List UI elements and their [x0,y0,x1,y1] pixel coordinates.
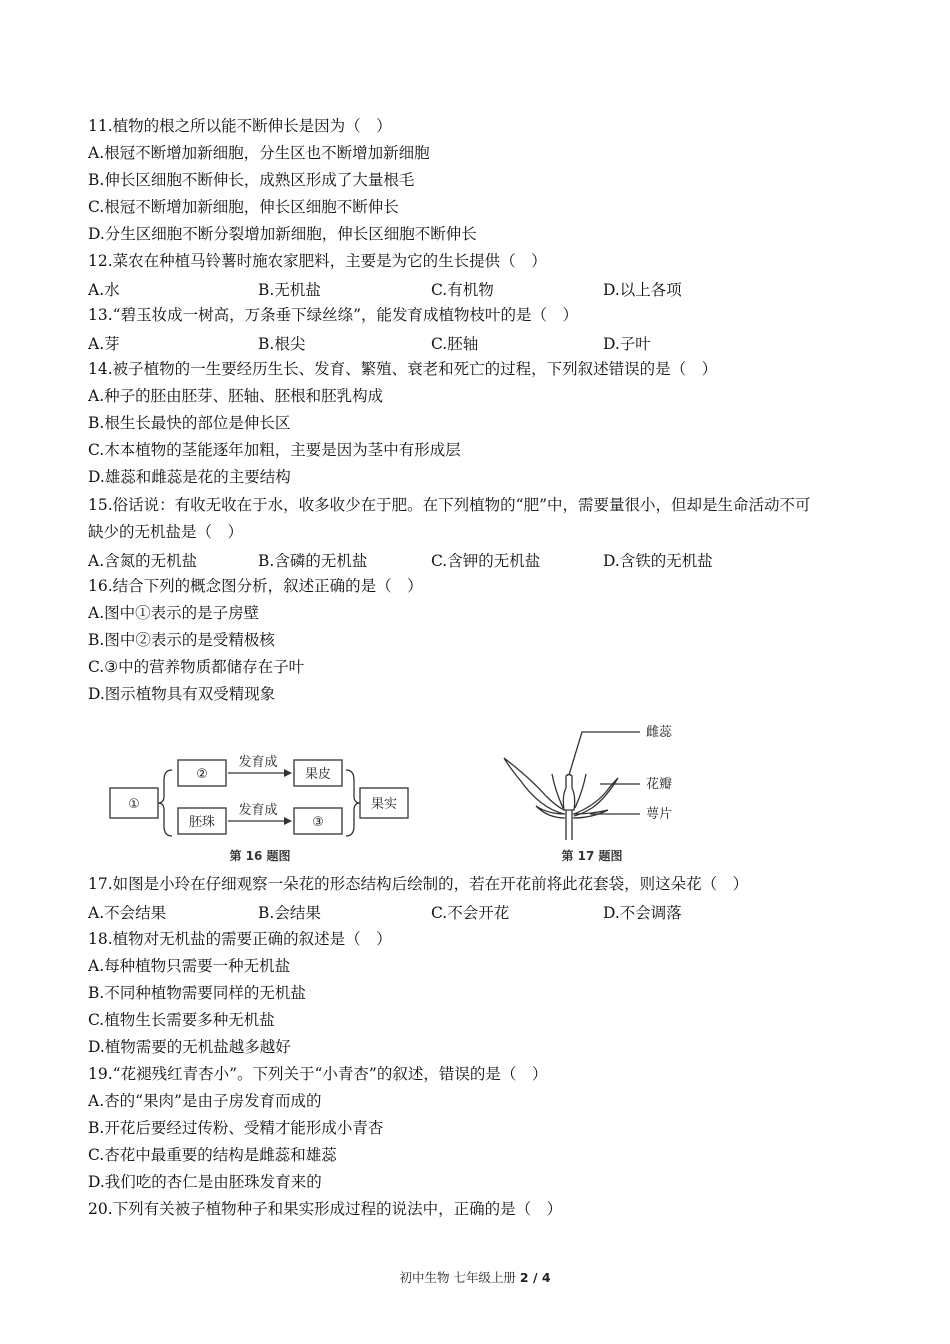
q15-option-b: B.含磷的无机盐 [258,552,368,570]
q13-option-c: C.胚轴 [431,335,479,353]
q13-option-a: A.芽 [88,335,120,353]
q19-option-a: A.杏的“果肉”是由子房发育而成的 [88,1092,322,1110]
q17-option-d: D.不会调落 [603,904,682,922]
q16-option-c: C.③中的营养物质都储存在子叶 [88,658,305,676]
q16-option-a: A.图中①表示的是子房壁 [88,604,260,622]
q14-option-c: C.木本植物的茎能逐年加粗，主要是因为茎中有形成层 [88,441,461,459]
figure-17-flower [504,724,673,863]
node-2-label: ② [196,767,208,782]
q17-options [88,901,848,921]
page-footer [0,1268,950,1286]
q18-option-b: B.不同种植物需要同样的无机盐 [88,984,306,1002]
q17-option-c: C.不会开花 [431,904,510,922]
node-3-label: ③ [312,815,324,830]
pistil-label: 雌蕊 [646,725,673,740]
q15-option-d: D.含铁的无机盐 [603,552,713,570]
page-number: 2 / 4 [519,1270,551,1285]
footer-text: 初中生物 七年级上册 [399,1270,520,1285]
q18-option-a: A.每种植物只需要一种无机盐 [88,957,291,975]
arrow-1-head [284,769,292,777]
q13-option-b: B.根尖 [258,335,306,353]
q11-stem: 11.植物的根之所以能不断伸长是因为（ ） [88,117,392,135]
develop-label-2: 发育成 [238,803,278,818]
q14-option-a: A.种子的胚由胚芽、胚轴、胚根和胚乳构成 [88,387,384,405]
sepal-label: 萼片 [646,807,673,822]
q15-stem-line2: 缺少的无机盐是（ ） [88,523,244,541]
q12-options [88,278,848,298]
q14-option-b: B.根生长最快的部位是伸长区 [88,414,291,432]
right-brace [346,770,360,836]
q18-stem: 18.植物对无机盐的需要正确的叙述是（ ） [88,930,392,948]
q14-stem: 14.被子植物的一生要经历生长、发育、繁殖、衰老和死亡的过程，下列叙述错误的是（ ） [88,360,718,378]
figure-16-caption: 第 16 题图 [229,849,291,863]
q12-option-c: C.有机物 [431,281,494,299]
figures-16-17 [100,718,700,868]
q13-options [88,332,848,352]
petal-label: 花瓣 [646,777,673,792]
fruit-label: 果实 [370,797,398,812]
q13-option-d: D.子叶 [603,335,651,353]
q18-option-c: C.植物生长需要多种无机盐 [88,1011,275,1029]
q11-option-c: C.根冠不断增加新细胞，伸长区细胞不断伸长 [88,198,399,216]
q11-option-b: B.伸长区细胞不断伸长，成熟区形成了大量根毛 [88,171,415,189]
q17-option-a: A.不会结果 [88,904,167,922]
left-brace [158,770,172,836]
q19-stem: 19.“花褪残红青杏小”。下列关于“小青杏”的叙述，错误的是（ ） [88,1065,548,1083]
q19-option-c: C.杏花中最重要的结构是雌蕊和雄蕊 [88,1146,337,1164]
q12-option-a: A.水 [88,281,120,299]
q18-option-d: D.植物需要的无机盐越多越好 [88,1038,291,1056]
develop-label-1: 发育成 [238,755,278,770]
q20-stem: 20.下列有关被子植物种子和果实形成过程的说法中，正确的是（ ） [88,1200,563,1218]
figure-16-concept-map [110,754,408,863]
q15-stem-line1: 15.俗话说：有收无收在于水，收多收少在于肥。在下列植物的“肥”中，需要量很小，但却是生命活动不可 [88,496,811,514]
node-1-label: ① [128,797,140,812]
q17-stem: 17.如图是小玲在仔细观察一朵花的形态结构后绘制的，若在开花前将此花套袋，则这朵花（ ） [88,875,749,893]
q16-stem: 16.结合下列的概念图分析，叙述正确的是（ ） [88,577,423,595]
q15-option-a: A.含氮的无机盐 [88,552,198,570]
q12-option-d: D.以上各项 [603,281,682,299]
q14-option-d: D.雄蕊和雌蕊是花的主要结构 [88,468,291,486]
q15-option-c: C.含钾的无机盐 [431,552,541,570]
pericarp-label: 果皮 [304,767,332,782]
q11-option-a: A.根冠不断增加新细胞，分生区也不断增加新细胞 [88,144,430,162]
q16-option-d: D.图示植物具有双受精现象 [88,685,276,703]
q15-options [88,549,848,569]
pistil-leader [569,732,640,775]
q13-stem: 13.“碧玉妆成一树高，万条垂下绿丝绦”，能发育成植物枝叶的是（ ） [88,306,579,324]
q11-option-d: D.分生区细胞不断分裂增加新细胞，伸长区细胞不断伸长 [88,225,477,243]
stamens [552,774,586,808]
flower-stem [566,810,572,840]
q12-stem: 12.菜农在种植马铃薯时施农家肥料，主要是为它的生长提供（ ） [88,252,547,270]
arrow-2-head [284,817,292,825]
q17-option-b: B.会结果 [258,904,321,922]
q19-option-b: B.开花后要经过传粉、受精才能形成小青杏 [88,1119,384,1137]
q16-option-b: B.图中②表示的是受精极核 [88,631,275,649]
figure-17-caption: 第 17 题图 [561,849,623,863]
q12-option-b: B.无机盐 [258,281,321,299]
pistil-shape [563,775,574,811]
q19-option-d: D.我们吃的杏仁是由胚珠发育来的 [88,1173,322,1191]
ovule-label: 胚珠 [188,815,216,830]
